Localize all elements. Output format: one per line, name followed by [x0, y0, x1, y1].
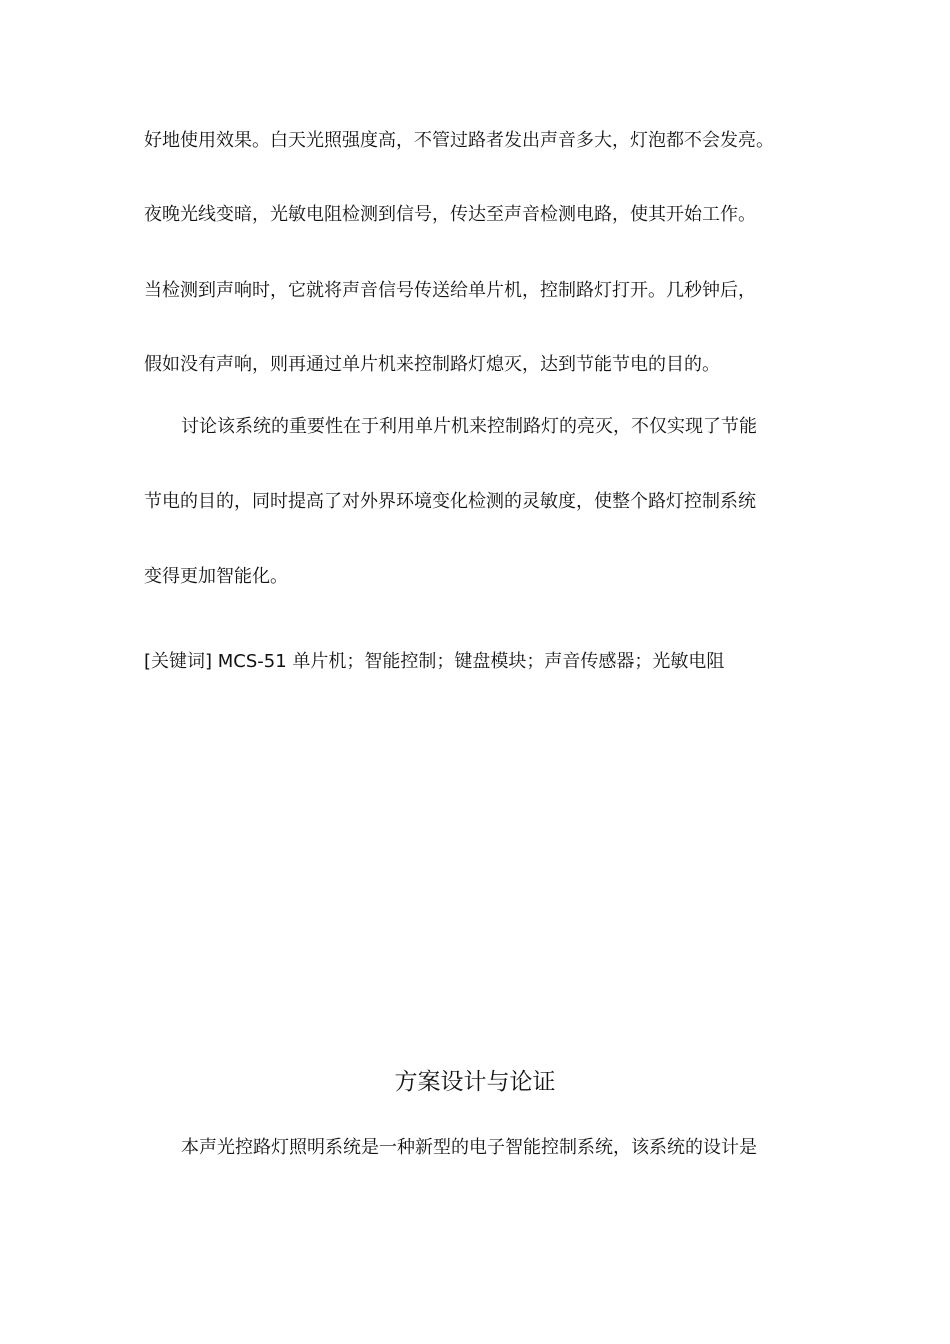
paragraph-1-line-3: 当检测到声响时，它就将声音信号传送给单片机，控制路灯打开。几秒钟后， [144, 280, 756, 301]
paragraph-1-line-2: 夜晚光线变暗，光敏电阻检测到信号，传达至声音检测电路，使其开始工作。 [144, 204, 756, 225]
paragraph-2-line-2: 节电的目的，同时提高了对外界环境变化检测的灵敏度，使整个路灯控制系统 [144, 491, 756, 512]
paragraph-2-line-1: 讨论该系统的重要性在于利用单片机来控制路灯的亮灭，不仅实现了节能 [181, 416, 757, 437]
keywords-line: [关键词] MCS-51 单片机；智能控制；键盘模块；声音传感器；光敏电阻 [144, 651, 725, 672]
section-paragraph-line-1: 本声光控路灯照明系统是一种新型的电子智能控制系统，该系统的设计是 [181, 1137, 757, 1158]
paragraph-2-line-3: 变得更加智能化。 [144, 566, 288, 587]
paragraph-1-line-4: 假如没有声响，则再通过单片机来控制路灯熄灭，达到节能节电的目的。 [144, 354, 720, 375]
paragraph-1-line-1: 好地使用效果。白天光照强度高，不管过路者发出声音多大，灯泡都不会发亮。 [144, 130, 774, 151]
section-title: 方案设计与论证 [394, 1069, 556, 1095]
